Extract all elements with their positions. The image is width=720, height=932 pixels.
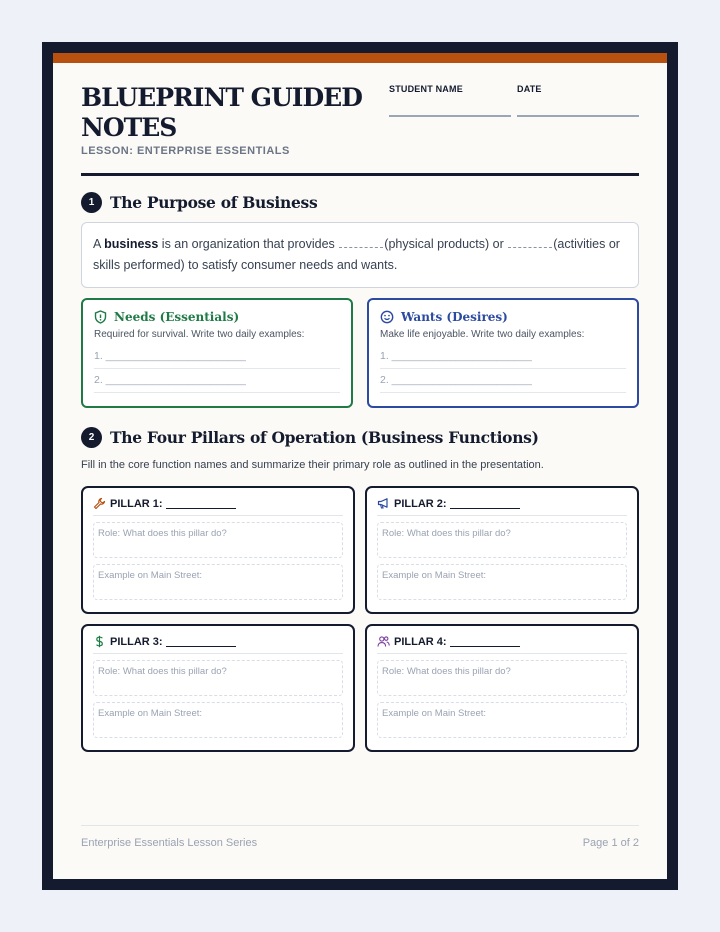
needs-card xyxy=(81,298,353,408)
people-icon xyxy=(377,635,390,648)
purpose-text: A xyxy=(93,237,105,251)
lesson-subtitle: LESSON: ENTERPRISE ESSENTIALS xyxy=(81,145,290,157)
shield-icon xyxy=(94,310,107,324)
needs-answer-2[interactable]: 2. ________________________ xyxy=(94,369,340,393)
wants-description: Make life enjoyable. Write two daily examples: xyxy=(380,329,585,340)
purpose-text: (activities or skills performed) to satisfy consumer needs and wants. xyxy=(93,237,620,272)
section-2-heading xyxy=(81,427,539,448)
pillar-3-example-box[interactable]: Example on Main Street: xyxy=(93,702,343,738)
pillar-1-role-box[interactable]: Role: What does this pillar do? xyxy=(93,522,343,558)
section-1-number: 1 xyxy=(81,192,102,213)
pillar-2-label: PILLAR 2: xyxy=(394,497,447,510)
accent-bar xyxy=(53,53,667,63)
section-2-number: 2 xyxy=(81,427,102,448)
section-2-instructions: Fill in the core function names and summarize their primary role as outlined in the presentation. xyxy=(81,459,544,471)
pillar-card-3 xyxy=(81,624,355,752)
pillar-1-name-blank[interactable] xyxy=(166,499,236,509)
wants-answer-2[interactable]: 2. ________________________ xyxy=(380,369,626,393)
date-label: DATE xyxy=(517,84,542,94)
pillar-3-name-blank[interactable] xyxy=(166,637,236,647)
worksheet-page xyxy=(53,53,667,879)
megaphone-icon xyxy=(377,497,390,510)
purpose-text: is an organization that provides xyxy=(158,237,339,251)
date-line[interactable] xyxy=(517,115,639,117)
smiley-icon xyxy=(380,310,394,324)
student-name-label: STUDENT NAME xyxy=(389,84,463,94)
student-name-field[interactable] xyxy=(389,84,463,94)
pillar-2-name-blank[interactable] xyxy=(450,499,520,509)
pillar-3-label: PILLAR 3: xyxy=(110,635,163,648)
pillar-4-example-box[interactable]: Example on Main Street: xyxy=(377,702,627,738)
pillar-2-role-box[interactable]: Role: What does this pillar do? xyxy=(377,522,627,558)
business-term: business xyxy=(104,237,159,251)
purpose-text: (physical products) or xyxy=(384,237,508,251)
services-blank[interactable] xyxy=(508,236,552,248)
pillar-card-4 xyxy=(365,624,639,752)
page-title: BLUEPRINT GUIDED NOTES xyxy=(81,83,362,142)
pillar-4-label: PILLAR 4: xyxy=(394,635,447,648)
needs-description: Required for survival. Write two daily examples: xyxy=(94,329,305,340)
wants-card xyxy=(367,298,639,408)
pillar-1-example-box[interactable]: Example on Main Street: xyxy=(93,564,343,600)
goods-blank[interactable] xyxy=(339,236,383,248)
pillar-4-name-blank[interactable] xyxy=(450,637,520,647)
purpose-statement xyxy=(81,222,639,288)
section-2-title: The Four Pillars of Operation (Business Functions) xyxy=(110,428,539,447)
pillar-card-1 xyxy=(81,486,355,614)
dollar-icon xyxy=(93,635,106,648)
footer-series: Enterprise Essentials Lesson Series xyxy=(81,837,258,849)
pillar-card-2 xyxy=(365,486,639,614)
wants-answer-1[interactable]: 1. ________________________ xyxy=(380,345,626,369)
pillar-4-role-box[interactable]: Role: What does this pillar do? xyxy=(377,660,627,696)
needs-title: Needs (Essentials) xyxy=(114,310,240,324)
date-field[interactable] xyxy=(517,84,542,94)
wants-title: Wants (Desires) xyxy=(401,310,508,324)
needs-answer-1[interactable]: 1. ________________________ xyxy=(94,345,340,369)
pillar-3-role-box[interactable]: Role: What does this pillar do? xyxy=(93,660,343,696)
footer-divider xyxy=(81,825,639,826)
student-name-line[interactable] xyxy=(389,115,511,117)
header-divider xyxy=(81,173,639,176)
page-number: Page 1 of 2 xyxy=(582,837,639,849)
wrench-icon xyxy=(93,497,106,510)
pillar-2-example-box[interactable]: Example on Main Street: xyxy=(377,564,627,600)
section-1-title: The Purpose of Business xyxy=(110,193,318,212)
section-1-heading xyxy=(81,192,317,213)
pillar-1-label: PILLAR 1: xyxy=(110,497,163,510)
